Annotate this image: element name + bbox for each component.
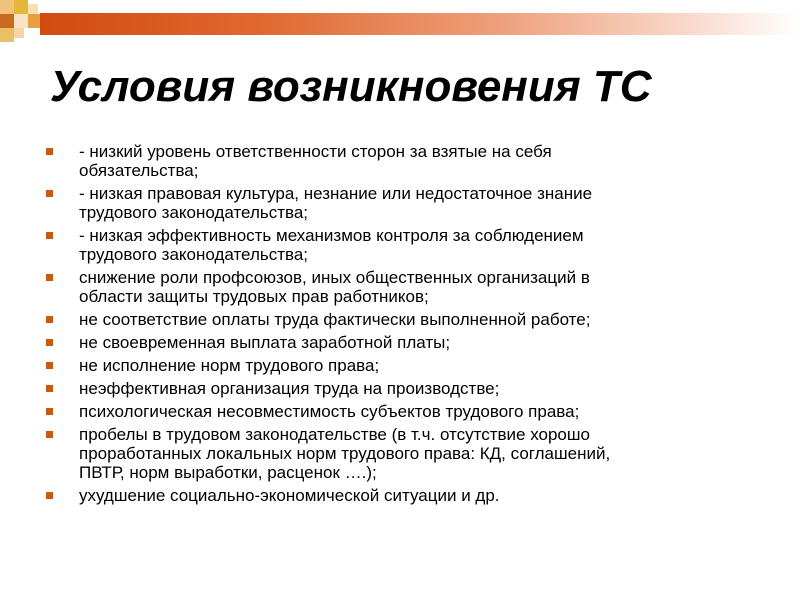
list-item-text: психологическая несовместимость субъектов трудового права; (79, 402, 580, 421)
list-item-text: - низкая правовая культура, незнание или недостаточное знание трудового законодательства; (79, 184, 593, 222)
bullet-square-icon (46, 274, 53, 281)
list-item (46, 226, 726, 264)
list-item (46, 333, 726, 352)
list-item-text: пробелы в трудовом законодательстве (в т.ч. отсутствие хорошо проработанных локальных норм трудового права: КД, соглашений, ПВТР, норм выработки, расценок ….); (79, 425, 611, 482)
list-item-text: не своевременная выплата заработной платы; (79, 333, 451, 352)
list-item (46, 310, 726, 329)
bullet-square-icon (46, 316, 53, 323)
bullet-square-icon (46, 190, 53, 197)
bullet-square-icon (46, 148, 53, 155)
deco-square-5 (14, 14, 28, 28)
list-item-text: не исполнение норм трудового права; (79, 356, 380, 375)
list-item-text: снижение роли профсоюзов, иных общественных организаций в области защиты трудовых прав работников; (79, 268, 590, 306)
list-item (46, 402, 726, 421)
list-item (46, 268, 726, 306)
conditions-list (46, 142, 726, 509)
list-item-text: не соответствие оплаты труда фактически выполненной работе; (79, 310, 591, 329)
bullet-square-icon (46, 362, 53, 369)
bullet-square-icon (46, 339, 53, 346)
deco-square-1 (0, 0, 14, 14)
list-item (46, 486, 726, 505)
list-item (46, 356, 726, 375)
list-item (46, 425, 726, 482)
bullet-square-icon (46, 232, 53, 239)
bullet-square-icon (46, 385, 53, 392)
list-item (46, 142, 726, 180)
deco-square-7 (0, 28, 14, 42)
header-gradient-bar (40, 13, 800, 35)
list-item (46, 184, 726, 222)
list-item-text: - низкая эффективность механизмов контроля за соблюдением трудового законодательства; (79, 226, 584, 264)
list-item-text: неэффективная организация труда на производстве; (79, 379, 500, 398)
deco-square-8 (14, 28, 24, 38)
bullet-square-icon (46, 492, 53, 499)
deco-square-4 (0, 14, 14, 28)
slide-title: Условия возникновения ТС (50, 62, 652, 111)
deco-square-2 (14, 0, 28, 14)
list-item-text: ухудшение социально-экономической ситуации и др. (79, 486, 500, 505)
deco-square-3 (28, 4, 38, 14)
deco-square-6 (28, 14, 40, 28)
list-item-text: - низкий уровень ответственности сторон за взятые на себя обязательства; (79, 142, 552, 180)
bullet-square-icon (46, 431, 53, 438)
list-item (46, 379, 726, 398)
bullet-square-icon (46, 408, 53, 415)
